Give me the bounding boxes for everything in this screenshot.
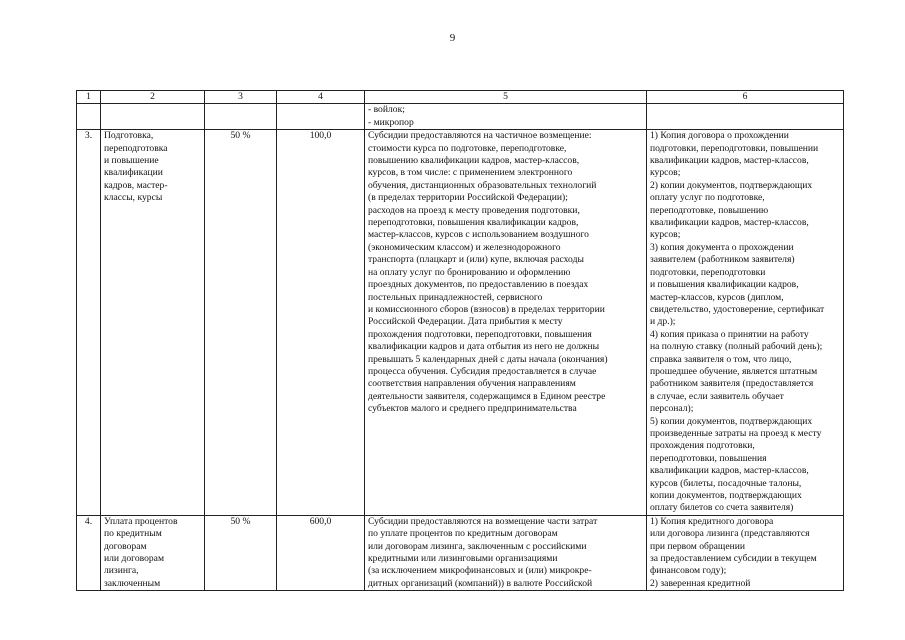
text-line: произведенные затраты на проезд к месту: [650, 427, 822, 439]
text-line: Уплата процентов: [104, 515, 178, 527]
text-line: на полную ставку (полный рабочий день);: [650, 341, 823, 353]
text-line: по кредитным: [104, 528, 162, 540]
text-line: обучения, дистанционных образовательных технологий: [368, 179, 597, 191]
table-header-row: [77, 91, 844, 104]
text-line: 3) копия документа о прохождении: [650, 241, 794, 253]
text-line: проездных документов, по предоставлению в поездах: [368, 279, 589, 291]
text-line: процесса обучения. Субсидия предоставляется в случае: [368, 365, 597, 377]
text-line: квалификации кадров, мастер-классов,: [650, 217, 809, 229]
text-line: копии документов, подтверждающих: [650, 490, 802, 501]
text-line: 1) Копия договора о прохождении: [650, 130, 789, 142]
text-line: 1) Копия кредитного договора: [650, 515, 774, 527]
row-number-cell: 3.: [77, 130, 101, 516]
text-line: (экономическим классом) и железнодорожного: [368, 241, 561, 253]
text-line: договорам: [104, 540, 147, 552]
text-line: превышать 5 календарных дней с даты начала (окончания): [368, 353, 608, 365]
text-line: переподготовке, повышению: [650, 204, 769, 216]
column-number-2: 2: [101, 91, 205, 104]
text-line: квалификации: [104, 167, 163, 179]
text-line: 2) копии документов, подтверждающих: [650, 179, 813, 191]
text-line: переподготовки, повышения квалификации кадров,: [368, 217, 579, 229]
text-line: оплату услуг по подготовке,: [650, 192, 765, 204]
column-number-4: 4: [277, 91, 365, 104]
text-line: курсов;: [650, 229, 681, 241]
text-line: оплату билетов со счета заявителя): [650, 502, 794, 514]
text-line: переподготовки, повышения: [650, 452, 767, 464]
text-line: персонал);: [650, 403, 694, 415]
documents-cell: [647, 515, 844, 590]
text-line: подготовки, переподготовки, повышении: [650, 142, 819, 154]
row-number-cell: 4.: [77, 515, 101, 590]
text-line: классы, курсы: [104, 192, 163, 204]
table-row: [77, 104, 844, 130]
text-line: субъектов малого и среднего предпринимательства: [368, 403, 577, 415]
documents-cell: [647, 104, 844, 130]
percent-cell: 50 %: [205, 515, 277, 590]
text-line: и повышение: [104, 155, 159, 167]
table-row: [77, 130, 844, 516]
column-number-1: 1: [77, 91, 101, 104]
text-line: постельных принадлежностей, сервисного: [368, 291, 543, 303]
text-line: переподготовка: [104, 142, 168, 154]
text-line: или договорам: [104, 553, 165, 565]
text-line: деятельности заявителя, содержащимся в Едином реестре: [368, 390, 606, 402]
text-line: при первом обращении: [650, 540, 745, 552]
amount-cell: 100,0: [277, 130, 365, 516]
text-line: и повышения квалификации кадров,: [650, 279, 799, 291]
percent-cell: 50 %: [205, 130, 277, 516]
text-line: Подготовка,: [104, 130, 154, 142]
text-line: соответствия направления обучения направлениям: [368, 378, 576, 390]
text-line: или договорам лизинга, заключенным с российскими: [368, 540, 587, 552]
text-line: или договора лизинга (представляются: [650, 528, 810, 540]
documents-cell: [647, 130, 844, 516]
text-line: квалификации кадров, мастер-классов,: [650, 465, 809, 477]
text-line: - войлок;: [368, 104, 405, 116]
text-line: 5) копии документов, подтверждающих: [650, 415, 813, 427]
text-line: прохождения подготовки,: [650, 440, 755, 452]
text-line: квалификации кадров, мастер-классов,: [650, 155, 809, 167]
row-number-cell: [77, 104, 101, 130]
column-number-5: 5: [365, 91, 647, 104]
text-line: Субсидии предоставляются на частичное возмещение:: [368, 130, 592, 142]
text-line: повышению квалификации кадров, мастер-классов,: [368, 155, 580, 167]
table-row: [77, 515, 844, 590]
conditions-cell: [365, 515, 647, 590]
text-line: по уплате процентов по кредитным договорам: [368, 528, 558, 540]
text-line: справка заявителя о том, что лицо,: [650, 353, 792, 365]
conditions-cell: [365, 104, 647, 130]
text-line: работником заявителя (предоставляется: [650, 378, 814, 390]
text-line: заявителем (работником заявителя): [650, 254, 795, 266]
text-line: в случае, если заявитель обучает: [650, 390, 784, 402]
text-line: подготовки, переподготовки: [650, 266, 766, 278]
text-line: расходов на проезд к месту проведения подготовки,: [368, 204, 580, 216]
text-line: кредитными или лизинговыми организациями: [368, 553, 558, 565]
column-number-6: 6: [647, 91, 844, 104]
text-line: мастер-классов, курсов (диплом,: [650, 291, 784, 303]
text-line: курсов (билеты, посадочные талоны,: [650, 477, 802, 489]
text-line: (в пределах территории Российской Федерации);: [368, 192, 568, 204]
item-name-cell: [101, 104, 205, 130]
text-line: мастер-классов, курсов с использованием воздушного: [368, 229, 589, 241]
column-number-3: 3: [205, 91, 277, 104]
text-line: Российской Федерации. Дата прибытия к месту: [368, 316, 563, 328]
text-line: - микропор: [368, 116, 414, 128]
text-line: кадров, мастер-: [104, 179, 168, 191]
text-line: 2) заверенная кредитной: [650, 577, 751, 589]
text-line: (за исключением микрофинансовых и (или) микрокре-: [368, 565, 592, 577]
item-name-cell: [101, 515, 205, 590]
item-name-cell: [101, 130, 205, 516]
text-line: Субсидии предоставляются на возмещение части затрат: [368, 515, 598, 527]
text-line: 4) копия приказа о принятии на работу: [650, 328, 809, 340]
text-line: финансовом году);: [650, 565, 727, 577]
text-line: и др.);: [650, 316, 676, 328]
text-line: на оплату услуг по бронированию и оформлению: [368, 266, 571, 278]
text-line: и комиссионного сборов (взносов) в пределах территории: [368, 303, 605, 315]
subsidy-table: [76, 90, 844, 591]
conditions-cell: [365, 130, 647, 516]
page-number: 9: [449, 32, 456, 44]
text-line: заключенным: [104, 577, 161, 589]
text-line: курсов, в том числе: с применением электронного: [368, 167, 573, 179]
amount-cell: [277, 104, 365, 130]
text-line: транспорта (плацкарт и (или) купе, включая расходы: [368, 254, 584, 266]
text-line: прошедшее обучение, является штатным: [650, 365, 818, 377]
text-line: курсов;: [650, 167, 681, 179]
amount-cell: 600,0: [277, 515, 365, 590]
text-line: свидетельство, удостоверение, сертификат: [650, 303, 825, 315]
text-line: прохождения подготовки, переподготовки, повышения: [368, 328, 592, 340]
text-line: лизинга,: [104, 565, 139, 577]
text-line: стоимости курса по подготовке, переподготовке,: [368, 142, 567, 154]
text-line: дитных организаций (компаний)) в валюте Российской: [368, 577, 593, 589]
percent-cell: [205, 104, 277, 130]
text-line: за предоставлением субсидии в текущем: [650, 553, 817, 565]
text-line: квалификации кадров и дата отбытия из него не должны: [368, 341, 600, 353]
